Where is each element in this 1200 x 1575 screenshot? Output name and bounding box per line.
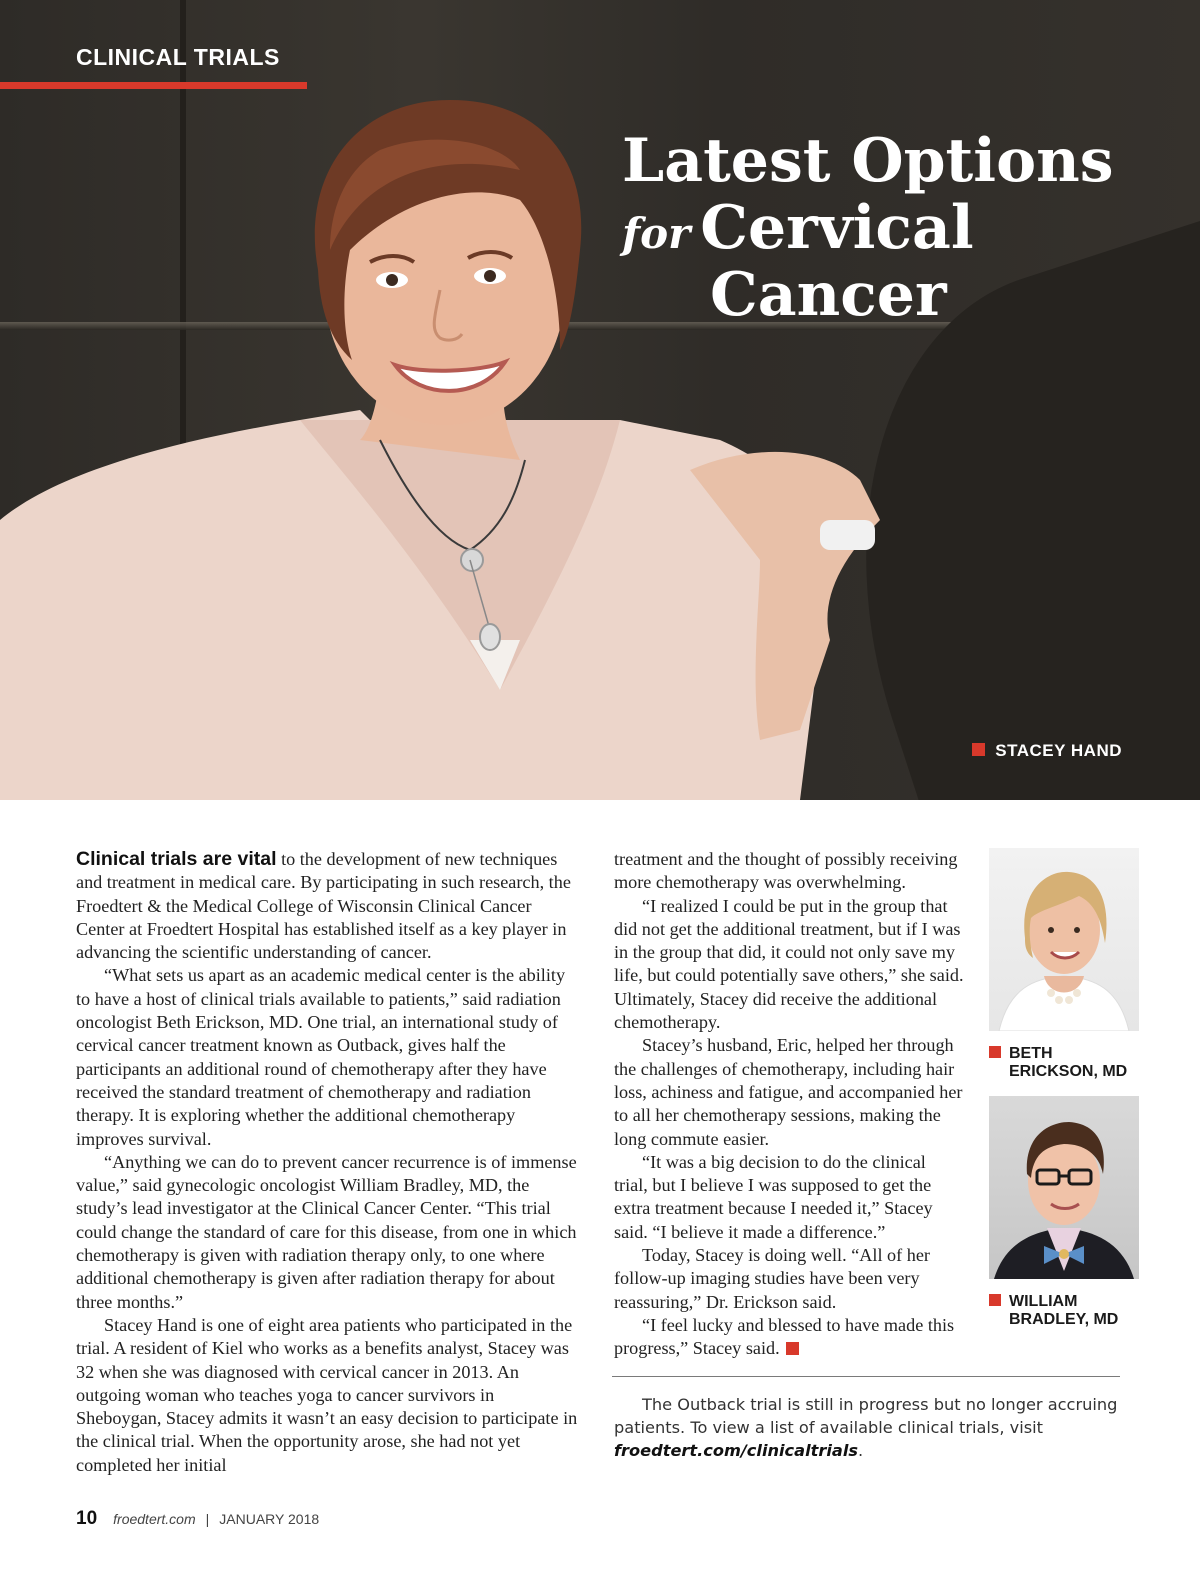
paragraph: “It was a big decision to do the clinical trial, but I believe I was supposed to get the extra treatment because I needed it,” Stacey said. “I believe it made a difference.” bbox=[614, 1151, 933, 1242]
page-footer bbox=[76, 1508, 319, 1530]
note-text: The Outback trial is still in progress but no longer accruing patients. To view a list of available clinical trials, visit bbox=[614, 1395, 1118, 1437]
paragraph-text: to the development of new techniques and treatment in medical care. By participating in such research, the Froedtert & the Medical College of Wisconsin Clinical Cancer Center at Froedtert Hospital has established itself as a key player in advancing the scientific understanding of cancer. bbox=[76, 849, 571, 963]
paragraph: “I realized I could be put in the group that did not get the additional treatment, but if I was in the group that did, it could not only save my life, but could potentially save others,” she said. Ultimately, Stacey did receive the additional chemotherapy. bbox=[614, 895, 964, 1033]
headline-line-1: Latest Options bbox=[622, 126, 1114, 196]
clinical-trials-link[interactable]: froedtert.com/clinicaltrials bbox=[614, 1441, 859, 1460]
headline-for: for bbox=[622, 209, 691, 259]
caption-line-1: WILLIAM bbox=[1009, 1293, 1078, 1310]
paragraph: treatment and the thought of possibly receiving more chemotherapy was overwhelming. bbox=[614, 849, 958, 893]
footer-separator: | bbox=[205, 1511, 210, 1527]
note-end: . bbox=[858, 1441, 864, 1460]
caption-line-2: BRADLEY, MD bbox=[1009, 1311, 1119, 1328]
page-number: 10 bbox=[76, 1508, 98, 1529]
section-rule bbox=[0, 82, 307, 89]
caption-square-icon bbox=[989, 1294, 1001, 1306]
lead-in: Clinical trials are vital bbox=[76, 848, 277, 870]
caption-square-icon bbox=[972, 743, 985, 756]
paragraph: Stacey Hand is one of eight area patients who participated in the trial. A resident of Kiel who works as a benefits analyst, Stacey was 32 when she was diagnosed with cervical cancer in 2013. An outgoing woman who teaches yoga to cancer survivors in Sheboygan, Stacey admits it wasn’t an easy decision to participate in the clinical trial. When the opportunity arose, she had not yet completed her initial bbox=[76, 1314, 578, 1475]
headline-line-2 bbox=[622, 195, 1180, 262]
body-column-1 bbox=[76, 848, 579, 1477]
photo-beth-erickson bbox=[989, 848, 1139, 1031]
hero-caption-text: STACEY HAND bbox=[995, 741, 1122, 760]
footer-date: JANUARY 2018 bbox=[219, 1511, 320, 1527]
caption-line-2: ERICKSON, MD bbox=[1009, 1063, 1128, 1080]
headline-line-3: Cancer bbox=[710, 260, 947, 331]
photo-william-bradley bbox=[989, 1096, 1139, 1279]
caption-beth-erickson bbox=[989, 1045, 1127, 1081]
paragraph: “What sets us apart as an academic medical center is the ability to have a host of clinical trials available to patients,” said radiation oncologist Beth Erickson, MD. One trial, an international study of cervical cancer treatment known as Outback, gives half the participants an additional round of chemotherapy after they have received the standard treatment of chemotherapy and radiation therapy. It is exploring whether the additional chemotherapy improves survival. bbox=[76, 965, 566, 1149]
end-mark-icon bbox=[786, 1342, 799, 1355]
paragraph: “Anything we can do to prevent cancer recurrence is of immense value,” said gynecologic oncologist William Bradley, MD, the study’s lead investigator at the Clinical Cancer Center. “This trial could change the standard of care for this disease, from one in which chemotherapy is given with radiation therapy only, to one where additional chemotherapy is given after radiation therapy for about three months.” bbox=[76, 1151, 577, 1312]
paragraph: Today, Stacey is doing well. “All of her follow-up imaging studies have been very reassuring,” Dr. Erickson said. bbox=[614, 1245, 930, 1312]
footer-site: froedtert.com bbox=[113, 1511, 196, 1527]
headline-cervical: Cervical bbox=[700, 193, 974, 264]
caption-line-1: BETH bbox=[1009, 1045, 1053, 1062]
headshot-illustration bbox=[989, 1096, 1139, 1279]
caption-william-bradley bbox=[989, 1293, 1118, 1329]
headline bbox=[600, 128, 1180, 330]
body-column-2 bbox=[614, 848, 964, 1361]
caption-square-icon bbox=[989, 1046, 1001, 1058]
paragraph bbox=[76, 848, 579, 964]
headshot-illustration bbox=[989, 848, 1139, 1031]
trial-note bbox=[614, 1393, 1124, 1462]
section-label: CLINICAL TRIALS bbox=[76, 44, 280, 70]
note-divider bbox=[612, 1376, 1120, 1377]
paragraph bbox=[614, 1314, 964, 1361]
paragraph: Stacey’s husband, Eric, helped her through the challenges of chemotherapy, including hair loss, achiness and fatigue, and accompanied her to all her chemotherapy sessions, making the long commute easier. bbox=[614, 1035, 963, 1149]
paragraph-text: “I feel lucky and blessed to have made this progress,” Stacey said. bbox=[614, 1314, 955, 1359]
hero-caption bbox=[972, 741, 1122, 761]
